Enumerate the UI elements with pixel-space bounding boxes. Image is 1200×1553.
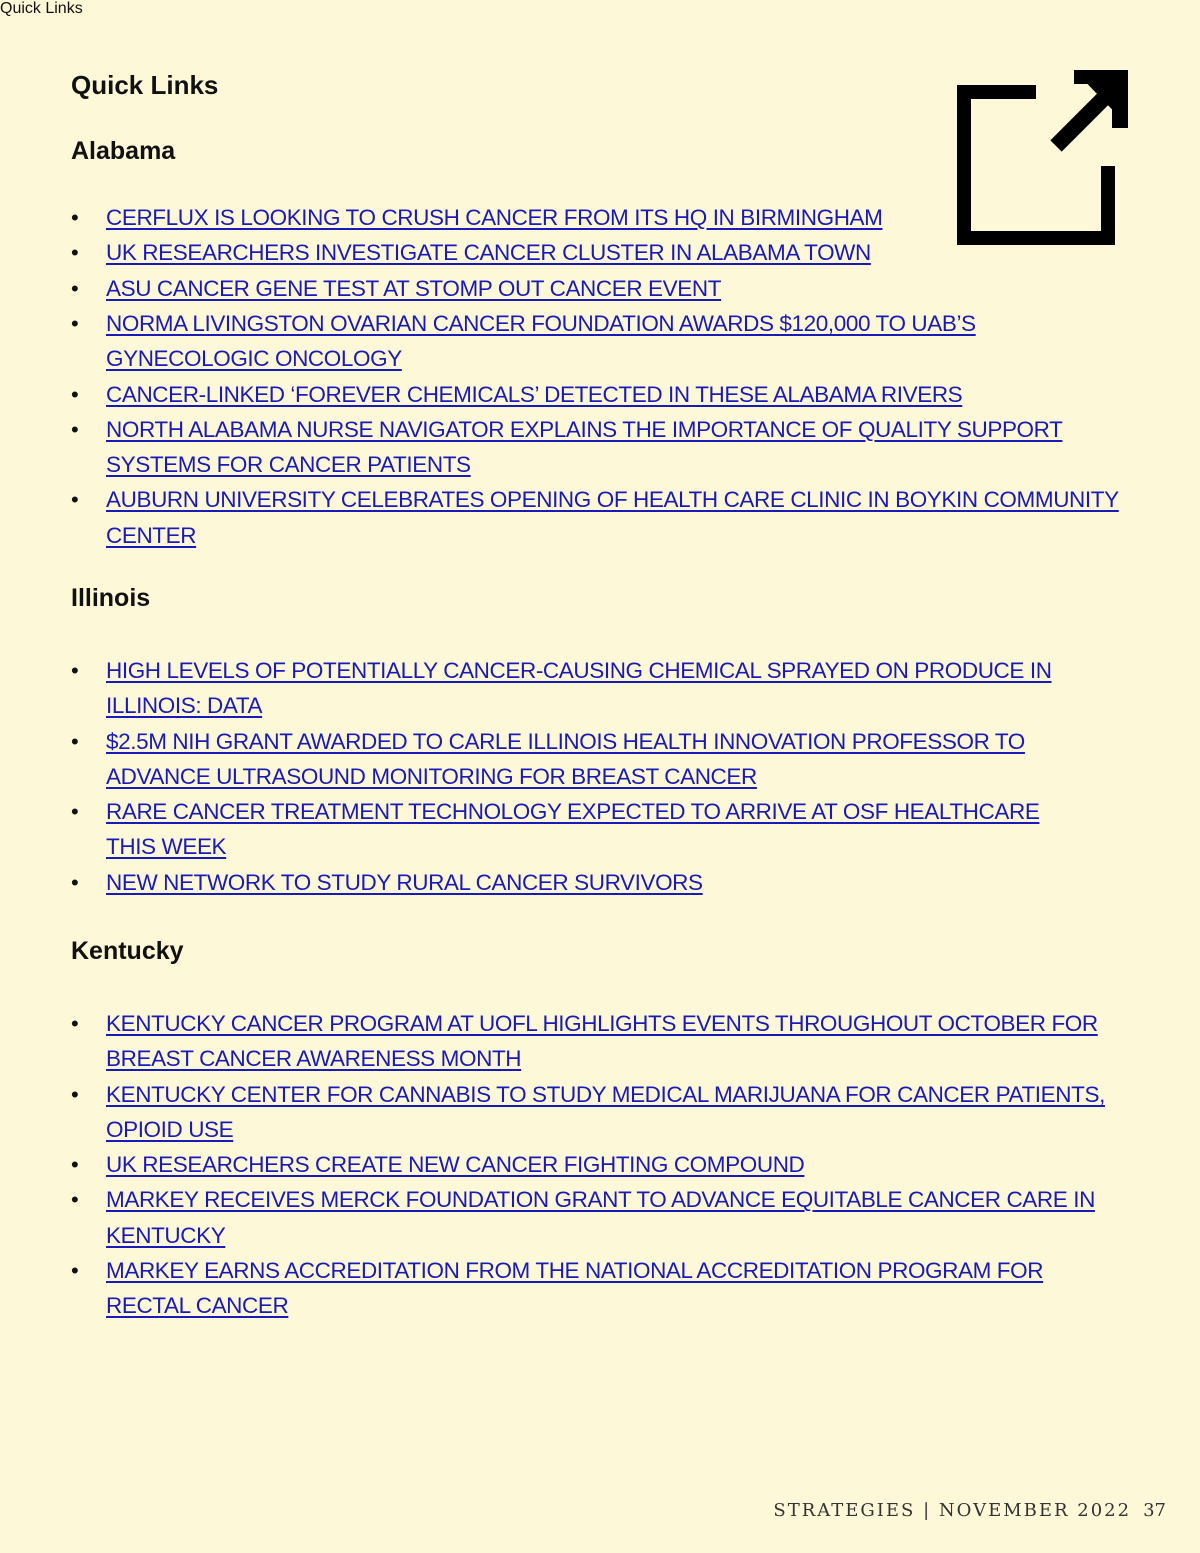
article-link[interactable]: $2.5M NIH GRANT AWARDED TO CARLE ILLINOIS HEALTH INNOVATION PROFESSOR TO ADVANCE ULTRASOUND MONITORING FOR BREAST CANCER (106, 728, 1025, 789)
article-link[interactable]: NORMA LIVINGSTON OVARIAN CANCER FOUNDATION AWARDS $120,000 TO UAB’S GYNECOLOGIC ONCOLOGY (106, 311, 976, 372)
article-link[interactable]: KENTUCKY CENTER FOR CANNABIS TO STUDY MEDICAL MARIJUANA FOR CANCER PATIENTS, OPIOID USE (106, 1081, 1105, 1142)
page-title: Quick Links (71, 70, 219, 100)
bullet: • (71, 416, 79, 442)
alabama-link-list (71, 200, 951, 306)
list-item (71, 306, 1026, 377)
bullet: • (71, 1258, 79, 1284)
list-item (71, 1147, 1141, 1182)
bullet: • (71, 311, 79, 336)
quick-links-logo (0, 0, 1200, 18)
article-link[interactable]: KENTUCKY CANCER PROGRAM AT UOFL HIGHLIGHTS EVENTS THROUGHOUT OCTOBER FOR BREAST CANCER AWARENESS MONTH (106, 1011, 1098, 1072)
bullet: • (71, 658, 79, 683)
article-link[interactable]: RARE CANCER TREATMENT TECHNOLOGY EXPECTED TO ARRIVE AT OSF HEALTHCARE THIS WEEK (106, 799, 1040, 860)
article-link[interactable]: MARKEY RECEIVES MERCK FOUNDATION GRANT TO ADVANCE EQUITABLE CANCER CARE IN KENTUCKY (106, 1187, 1095, 1248)
bullet: • (71, 381, 79, 407)
bullet: • (71, 240, 79, 266)
article-link[interactable]: MARKEY EARNS ACCREDITATION FROM THE NATIONAL ACCREDITATION PROGRAM FOR RECTAL CANCER (106, 1258, 1044, 1319)
bullet: • (71, 487, 79, 513)
article-link[interactable]: AUBURN UNIVERSITY CELEBRATES OPENING OF HEALTH CARE CLINIC IN BOYKIN COMMUNITY CENTER (106, 487, 1119, 548)
list-item (71, 235, 951, 270)
article-link[interactable]: NORTH ALABAMA NURSE NAVIGATOR EXPLAINS THE IMPORTANCE OF QUALITY SUPPORT SYSTEMS FOR CANCER PATIENTS (106, 416, 1063, 478)
bullet: • (71, 869, 79, 895)
list-item (71, 653, 1066, 724)
external-link-icon (956, 68, 1132, 246)
list-item (71, 724, 1066, 795)
bullet: • (71, 205, 79, 230)
list-item (71, 1253, 1071, 1324)
list-item (71, 794, 1091, 865)
publication-label: STRATEGIES | NOVEMBER 2022 (773, 1500, 1132, 1521)
list-item (71, 271, 951, 306)
list-item (71, 482, 1156, 553)
section-heading-illinois: Illinois (71, 584, 151, 612)
list-item (71, 865, 1141, 900)
bullet: • (71, 1011, 79, 1036)
list-item (71, 200, 951, 235)
list-item (71, 377, 1141, 412)
bullet: • (71, 728, 79, 754)
page-number: 37 (1143, 1500, 1166, 1521)
section-heading-alabama: Alabama (71, 137, 176, 165)
article-link[interactable]: HIGH LEVELS OF POTENTIALLY CANCER-CAUSING CHEMICAL SPRAYED ON PRODUCE IN ILLINOIS: DATA (106, 658, 1052, 719)
list-item (71, 412, 1106, 483)
article-link[interactable]: NEW NETWORK TO STUDY RURAL CANCER SURVIVORS (106, 869, 703, 895)
bullet: • (71, 1187, 79, 1213)
logo-label: Quick Links (0, 0, 83, 17)
bullet: • (71, 275, 79, 301)
section-heading-kentucky: Kentucky (71, 937, 184, 965)
article-link[interactable]: UK RESEARCHERS INVESTIGATE CANCER CLUSTER IN ALABAMA TOWN (106, 240, 871, 266)
bullet: • (71, 1081, 79, 1107)
alabama-link-list-continued (71, 306, 1141, 553)
list-item (71, 1182, 1106, 1253)
article-link[interactable]: ASU CANCER GENE TEST AT STOMP OUT CANCER EVENT (106, 275, 722, 301)
article-link[interactable]: UK RESEARCHERS CREATE NEW CANCER FIGHTING COMPOUND (106, 1152, 805, 1178)
article-link[interactable]: CANCER-LINKED ‘FOREVER CHEMICALS’ DETECTED IN THESE ALABAMA RIVERS (106, 381, 963, 407)
kentucky-link-list (71, 1006, 1141, 1324)
page-footer (773, 1500, 1166, 1521)
article-link[interactable]: CERFLUX IS LOOKING TO CRUSH CANCER FROM ITS HQ IN BIRMINGHAM (106, 205, 883, 230)
illinois-link-list (71, 653, 1141, 900)
list-item (71, 1006, 1126, 1077)
list-item (71, 1077, 1116, 1148)
bullet: • (71, 1152, 79, 1178)
bullet: • (71, 799, 79, 825)
